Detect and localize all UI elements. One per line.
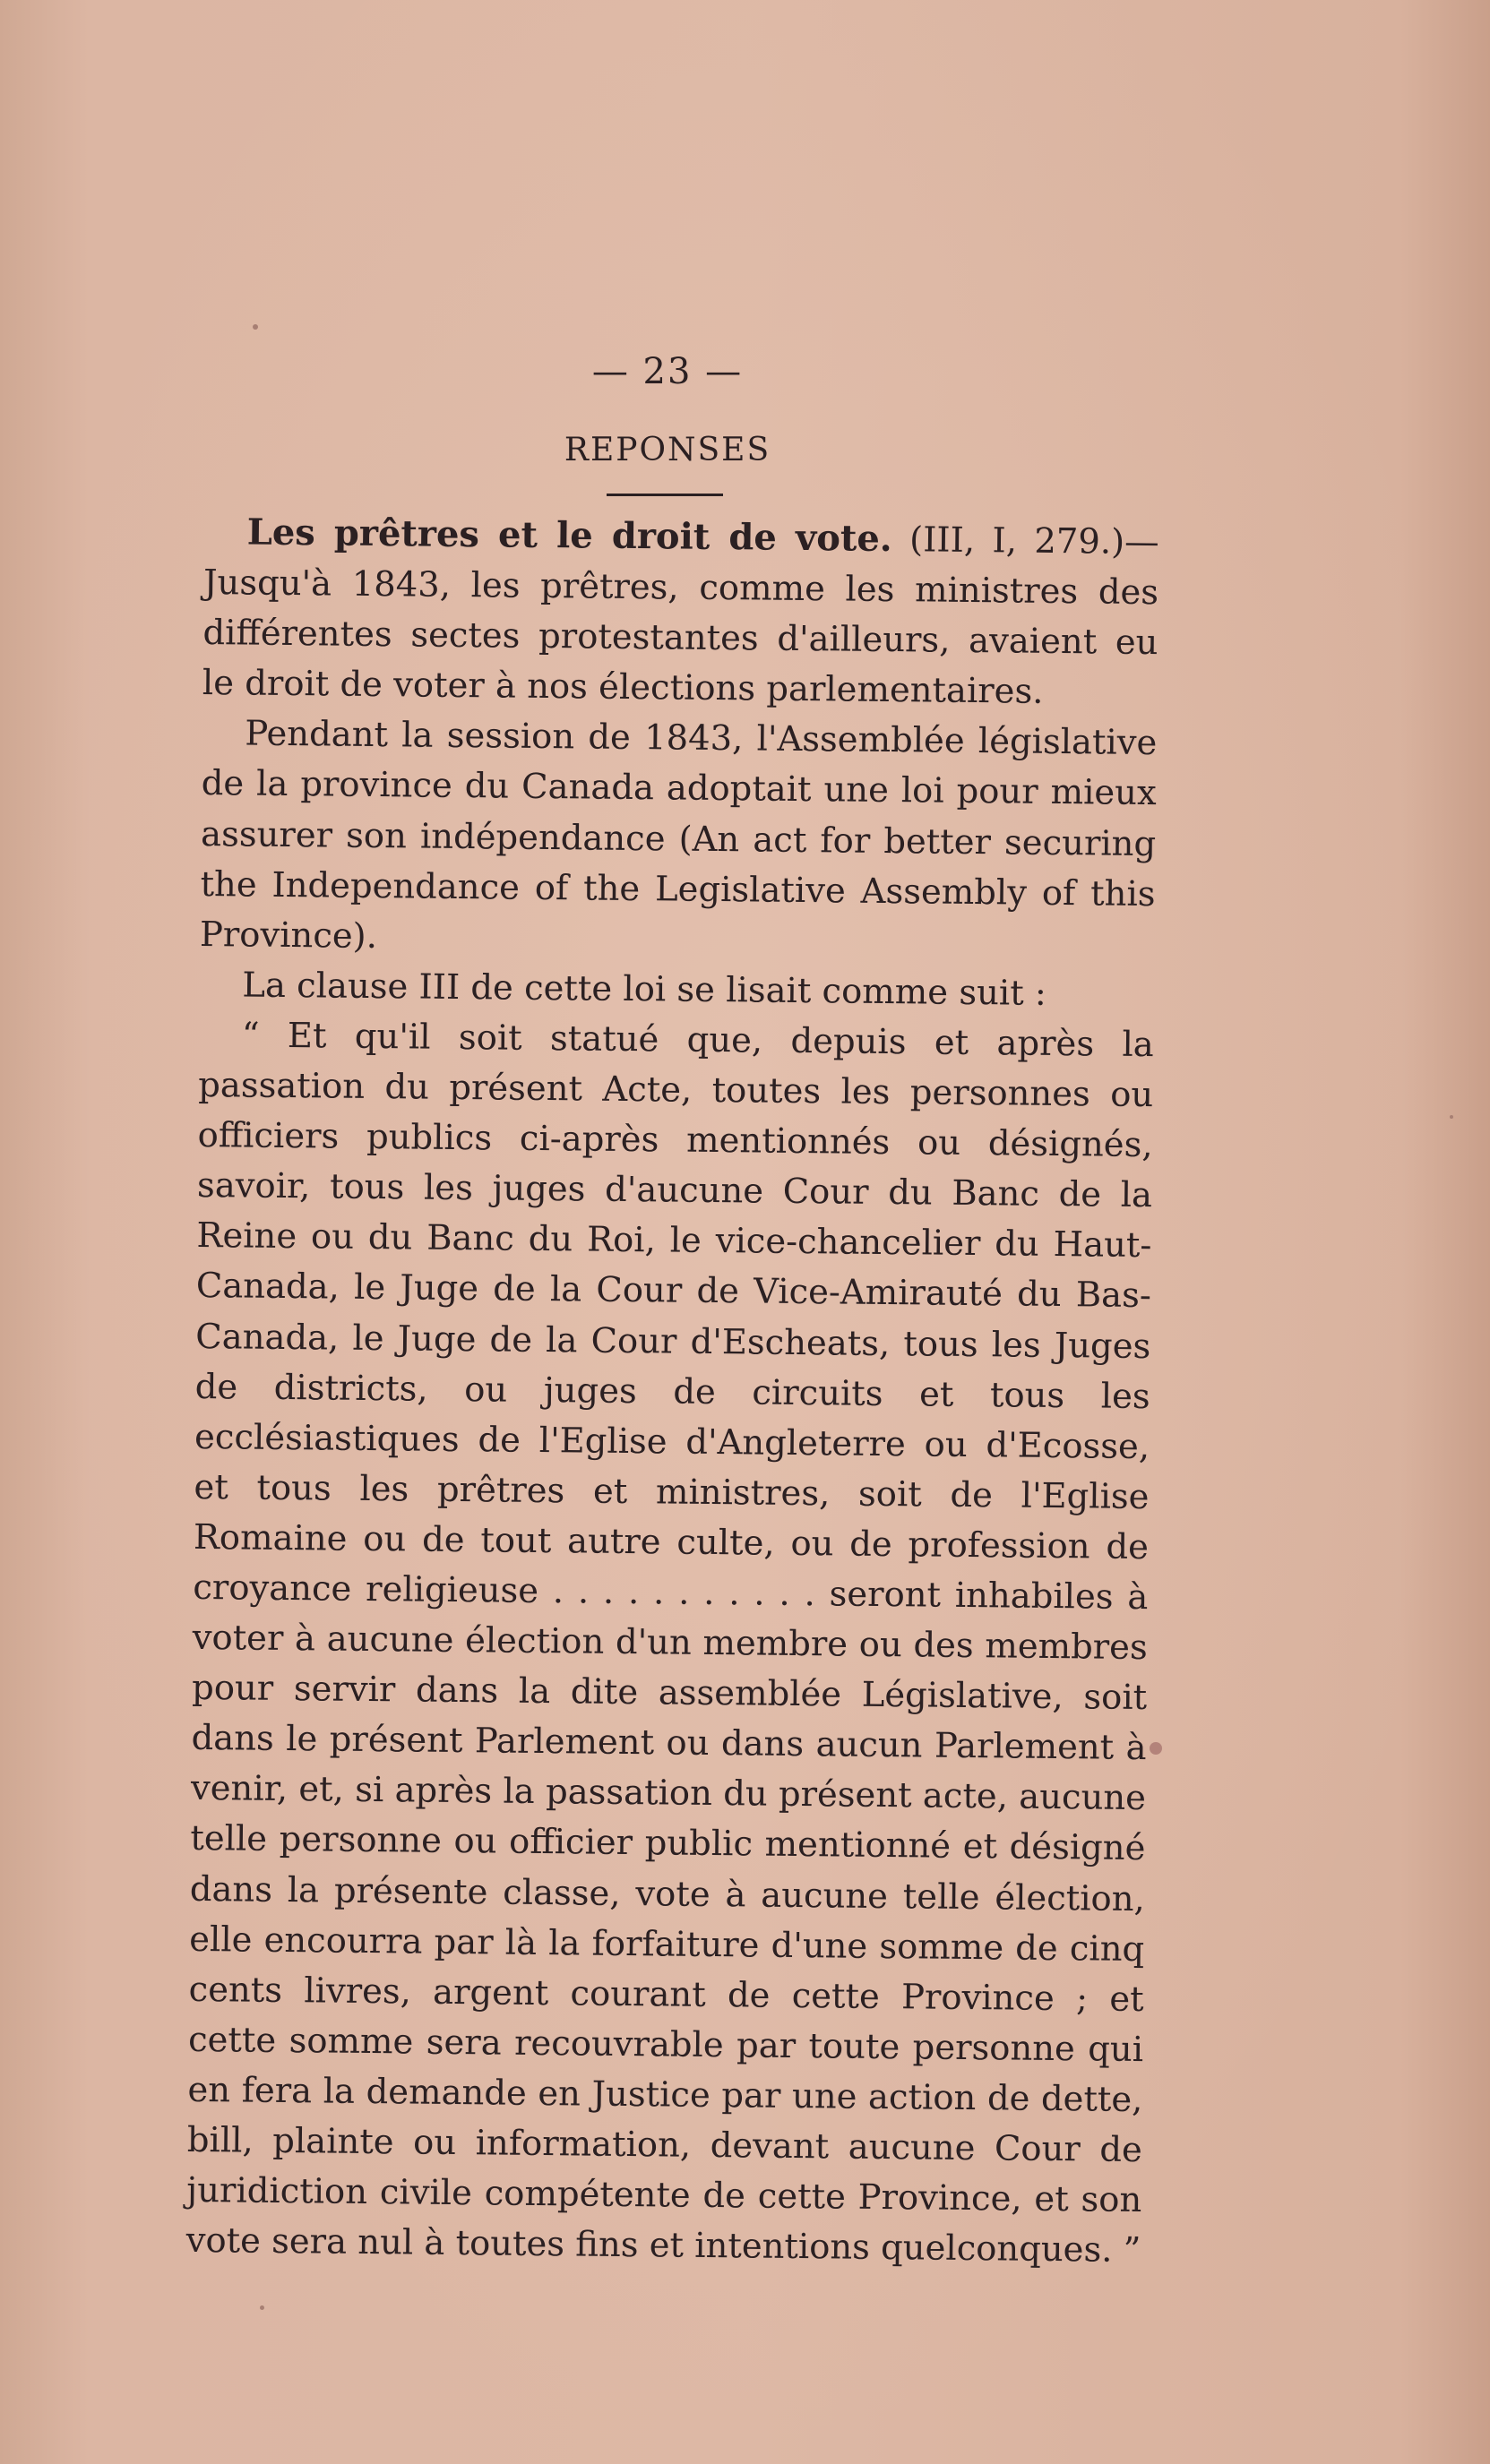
paragraph-1-text: (III, I, 279.)— Jusqu'à 1843, les prêtres, comme les ministres des différentes sectes protestantes d'ailleurs, avaient eu le droit de voter à nos élections parlementaires. <box>202 519 1159 713</box>
article-body <box>185 507 1159 2276</box>
paper-speck <box>260 2305 264 2310</box>
quotation: “ Et qu'il soit statué que, depuis et après la passation du présent Acte, toutes les personnes ou officiers publics ci-après mentionnés ou désignés, savoir, tous les juges d'aucune Cour du Banc de la Reine ou du Banc du Roi, le vice-chancelier du Haut-Canada, le Juge de la Cour de Vice-Amirauté du Bas-Canada, le Juge de la Cour d'Escheats, tous les Juges de districts, ou juges de circuits et tous les ecclésiastiques de l'Eglise d'Angleterre ou d'Ecosse, et tous les prêtres et ministres, soit de l'Eglise Romaine ou de tout autre culte, ou de profession de croyance religieuse . . . . . . . . . . . seront inhabiles à voter à aucune élection d'un membre ou des membres pour servir dans la dite assemblée Législative, soit dans le présent Parlement ou dans aucun Parlement à venir, et, si après la passation du présent acte, aucune telle personne ou officier public mentionné et désigné dans la présente classe, vote à aucune telle élection, elle encourra par là la forfaiture d'une somme de cinq cents livres, argent courant de cette Province ; et cette somme sera recouvrable par toute personne qui en fera la demande en Justice par une action de dette, bill, plainte ou information, devant aucune Cour de juridiction civile compétente de cette Province, et son vote sera nul à toutes fins et intentions quelconques. ” <box>185 1015 1155 2271</box>
paragraph-3: La clause III de cette loi se lisait comme suit : <box>242 965 1047 1014</box>
page-number: — 23 — <box>591 351 744 392</box>
lead-heading: Les prêtres et le droit de vote. <box>246 511 892 561</box>
paragraph-1 <box>202 507 1159 719</box>
paper-speck <box>1450 1115 1453 1119</box>
paper-speck <box>1150 1742 1162 1755</box>
paper-speck <box>253 324 258 330</box>
section-title: REPONSES <box>564 432 771 468</box>
paragraph-2: Pendant la session de 1843, l'Assemblée législative de la province du Canada adoptait une loi pour mieux assurer son indépendance (An act for better securing the Independance of the Legislative Assembly of this Province). <box>199 713 1158 957</box>
title-divider <box>607 494 723 496</box>
